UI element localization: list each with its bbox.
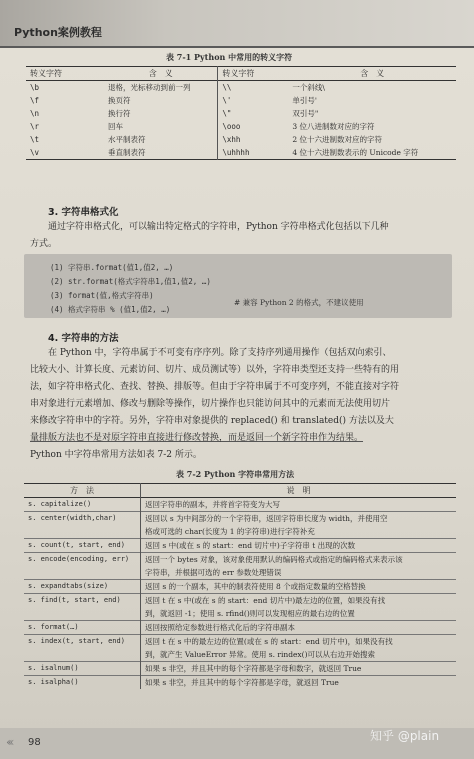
table1-cell: 垂直制表符 [108, 148, 146, 157]
page-number: 98 [28, 737, 41, 748]
description-line: 到，就产生 ValueError 异常。使用 s. rindex()可以从右边开始搜索 [145, 650, 376, 659]
table1-row [26, 120, 456, 133]
description-line: 返回 t 在 s 中(或在 s 的 start：end 切片中)最左边的位置，如果没有找 [145, 596, 386, 605]
section4-line: 比较大小、计算长度、元素访问、切片、成员测试等）以外，字符串类型还支持一些特有的用 [30, 365, 400, 375]
code-line: (2) str.format(格式字符串1,值1,值2, …) [50, 277, 211, 286]
table1-caption: 表 7-1 Python 中常用的转义字符 [166, 52, 293, 62]
table1-header-cell: 含 义 [360, 69, 385, 78]
section4-paragraph [30, 345, 454, 464]
string-methods-table [24, 483, 456, 689]
table1-cell: 退格，光标移动到前一列 [108, 83, 191, 92]
table1-cell: 换页符 [108, 96, 131, 105]
table1-cell: 换行符 [108, 109, 131, 118]
description-line: 返回 s 的一个副本，其中的制表符使用 8 个或指定数量的空格替换 [145, 582, 366, 591]
section4-line: 法，如字符串格式化、查找、替换、排版等。但由于字符串属于不可变序列，不能直接对字符 [30, 382, 400, 392]
table1-cell: \ooo [218, 120, 289, 133]
table1-cell: 双引号" [292, 109, 319, 118]
method-name: s. count(t, start, end) [24, 539, 141, 553]
table1-cell: 4 位十六进制数表示的 Unicode 字符 [292, 148, 419, 157]
section3-line: 通过字符串格式化，可以输出特定格式的字符串，Python 字符串格式化包括以下几种 [48, 222, 389, 232]
table1-cell: \b [30, 83, 40, 92]
watermark: 知乎 @plain [370, 729, 440, 743]
method-name: s. encode(encoding, err) [24, 553, 141, 580]
page-header [0, 0, 474, 46]
table2-header-cell: 方 法 [24, 484, 141, 498]
table1-cell: \n [30, 109, 40, 118]
table1-row [26, 146, 456, 160]
table2-header-row [24, 484, 456, 498]
table1-cell: 一个斜线\ [292, 83, 325, 92]
table2-row [24, 621, 456, 635]
method-description [141, 621, 457, 635]
table1-header-cell: 转义字符 [218, 67, 289, 81]
method-name: s. center(width,char) [24, 512, 141, 539]
table1-cell: \uhhhh [218, 146, 289, 160]
method-description [141, 580, 457, 594]
table1-header-cell: 含 义 [148, 69, 173, 78]
method-description [141, 594, 457, 621]
table2-header-cell: 说 明 [286, 486, 311, 495]
table1-row [26, 133, 456, 146]
description-line: 返回按照给定参数进行格式化后的字符串副本 [145, 623, 295, 632]
table1-cell: \\ [218, 81, 289, 95]
description-line: 格或可选的 char(长度为 1 的字符串)进行字符补充 [145, 527, 315, 536]
method-description [141, 553, 457, 580]
escape-char-table [26, 66, 456, 160]
table2-row [24, 594, 456, 621]
table1-cell: 回车 [108, 122, 123, 131]
method-description [141, 635, 457, 662]
table1-header-cell: 转义字符 [30, 69, 62, 78]
table1-cell: \" [218, 107, 289, 120]
section3-line: 方式。 [30, 239, 58, 249]
description-line: 如果 s 非空，并且其中的每个字符都是字母和数字，就返回 True [145, 664, 362, 673]
table1-cell: 3 位八进制数对应的字符 [292, 122, 375, 131]
table2-row [24, 553, 456, 580]
method-description [141, 662, 457, 676]
description-line: 到，就返回 -1；使用 s. rfind()则可以发现相应的最右边的位置 [145, 609, 355, 618]
method-description [141, 512, 457, 539]
table1-row [26, 107, 456, 120]
header-rule [0, 46, 474, 48]
table1-cell: 单引号' [292, 96, 317, 105]
method-description [141, 539, 457, 553]
method-name: s. find(t, start, end) [24, 594, 141, 621]
section4-title: 4. 字符串的方法 [48, 333, 119, 344]
book-title: Python案例教程 [14, 26, 102, 39]
description-line: 返回一个 bytes 对象，该对象使用默认的编码格式或指定的编码格式来表示该 [145, 555, 403, 564]
table1-cell: \f [30, 96, 40, 105]
section4-line: 量排版方法也不是对原字符串直接进行修改替换，而是返回一个新字符串作为结果。 [30, 433, 364, 443]
description-line: 如果 s 非空，并且其中的每个字符都是字母，就返回 True [145, 678, 339, 687]
table1-row [26, 81, 456, 95]
description-line: 返回字符串的副本，并将首字符变为大写 [145, 500, 280, 509]
description-line: 返回以 s 为中间部分的一个字符串，返回字符串长度为 width，并使用空 [145, 514, 388, 523]
method-name: s. capitalize() [24, 498, 141, 512]
section4-line: 在 Python 中，字符串属于不可变有序序列。除了支持序列通用操作（包括双向索引、 [48, 348, 392, 358]
code-block [24, 254, 452, 318]
code-comment: # 兼容 Python 2 的格式，不建议使用 [234, 298, 364, 307]
section4-line: 串对象进行元素增加、修改与删除等操作，切片操作也只能访问其中的元素而无法使用切片 [30, 399, 391, 409]
table1-cell: 2 位十六进制数对应的字符 [292, 135, 383, 144]
double-chevron-left-icon: ‹‹‹ [6, 735, 12, 749]
method-name: s. isalpha() [24, 676, 141, 690]
table1-cell: \v [30, 148, 40, 157]
method-name: s. format(…) [24, 621, 141, 635]
table1-row [26, 94, 456, 107]
table1-header-row [26, 67, 456, 81]
section3-paragraph [30, 219, 454, 253]
code-line: (1) 字符串.format(值1,值2, …) [50, 263, 174, 272]
code-line: (3) format(值,格式字符串) [50, 291, 154, 300]
table1-cell: 水平制表符 [108, 135, 146, 144]
table1-cell: \' [218, 94, 289, 107]
code-line: (4) 格式字符串 % (值1,值2, …) [50, 305, 171, 314]
method-description [141, 676, 457, 690]
table2-caption: 表 7-2 Python 字符串常用方法 [176, 469, 295, 479]
table2-row [24, 498, 456, 512]
method-description [141, 498, 457, 512]
table2-row [24, 512, 456, 539]
table2-row [24, 676, 456, 690]
table1-cell: \t [30, 135, 40, 144]
section3-title: 3. 字符串格式化 [48, 207, 119, 218]
table2-row [24, 539, 456, 553]
table1-cell: \r [30, 122, 40, 131]
section4-line: Python 中字符串常用方法如表 7-2 所示。 [30, 450, 202, 460]
section4-line: 来修改字符串中的字符。另外，字符串对象提供的 replaced() 和 translated() 方法以及大 [30, 416, 394, 426]
method-name: s. index(t, start, end) [24, 635, 141, 662]
description-line: 返回 t 在 s 中的最左边的位置(或在 s 的 start：end 切片中)，如果没有找 [145, 637, 393, 646]
method-name: s. isalnum() [24, 662, 141, 676]
description-line: 字符串，并根据可选的 err 参数处理错误 [145, 568, 282, 577]
table2-row [24, 580, 456, 594]
table2-row [24, 635, 456, 662]
table2-row [24, 662, 456, 676]
table1-cell: \xhh [218, 133, 289, 146]
method-name: s. expandtabs(size) [24, 580, 141, 594]
description-line: 返回 s 中(或在 s 的 start：end 切片中)子字符串 t 出现的次数 [145, 541, 356, 550]
